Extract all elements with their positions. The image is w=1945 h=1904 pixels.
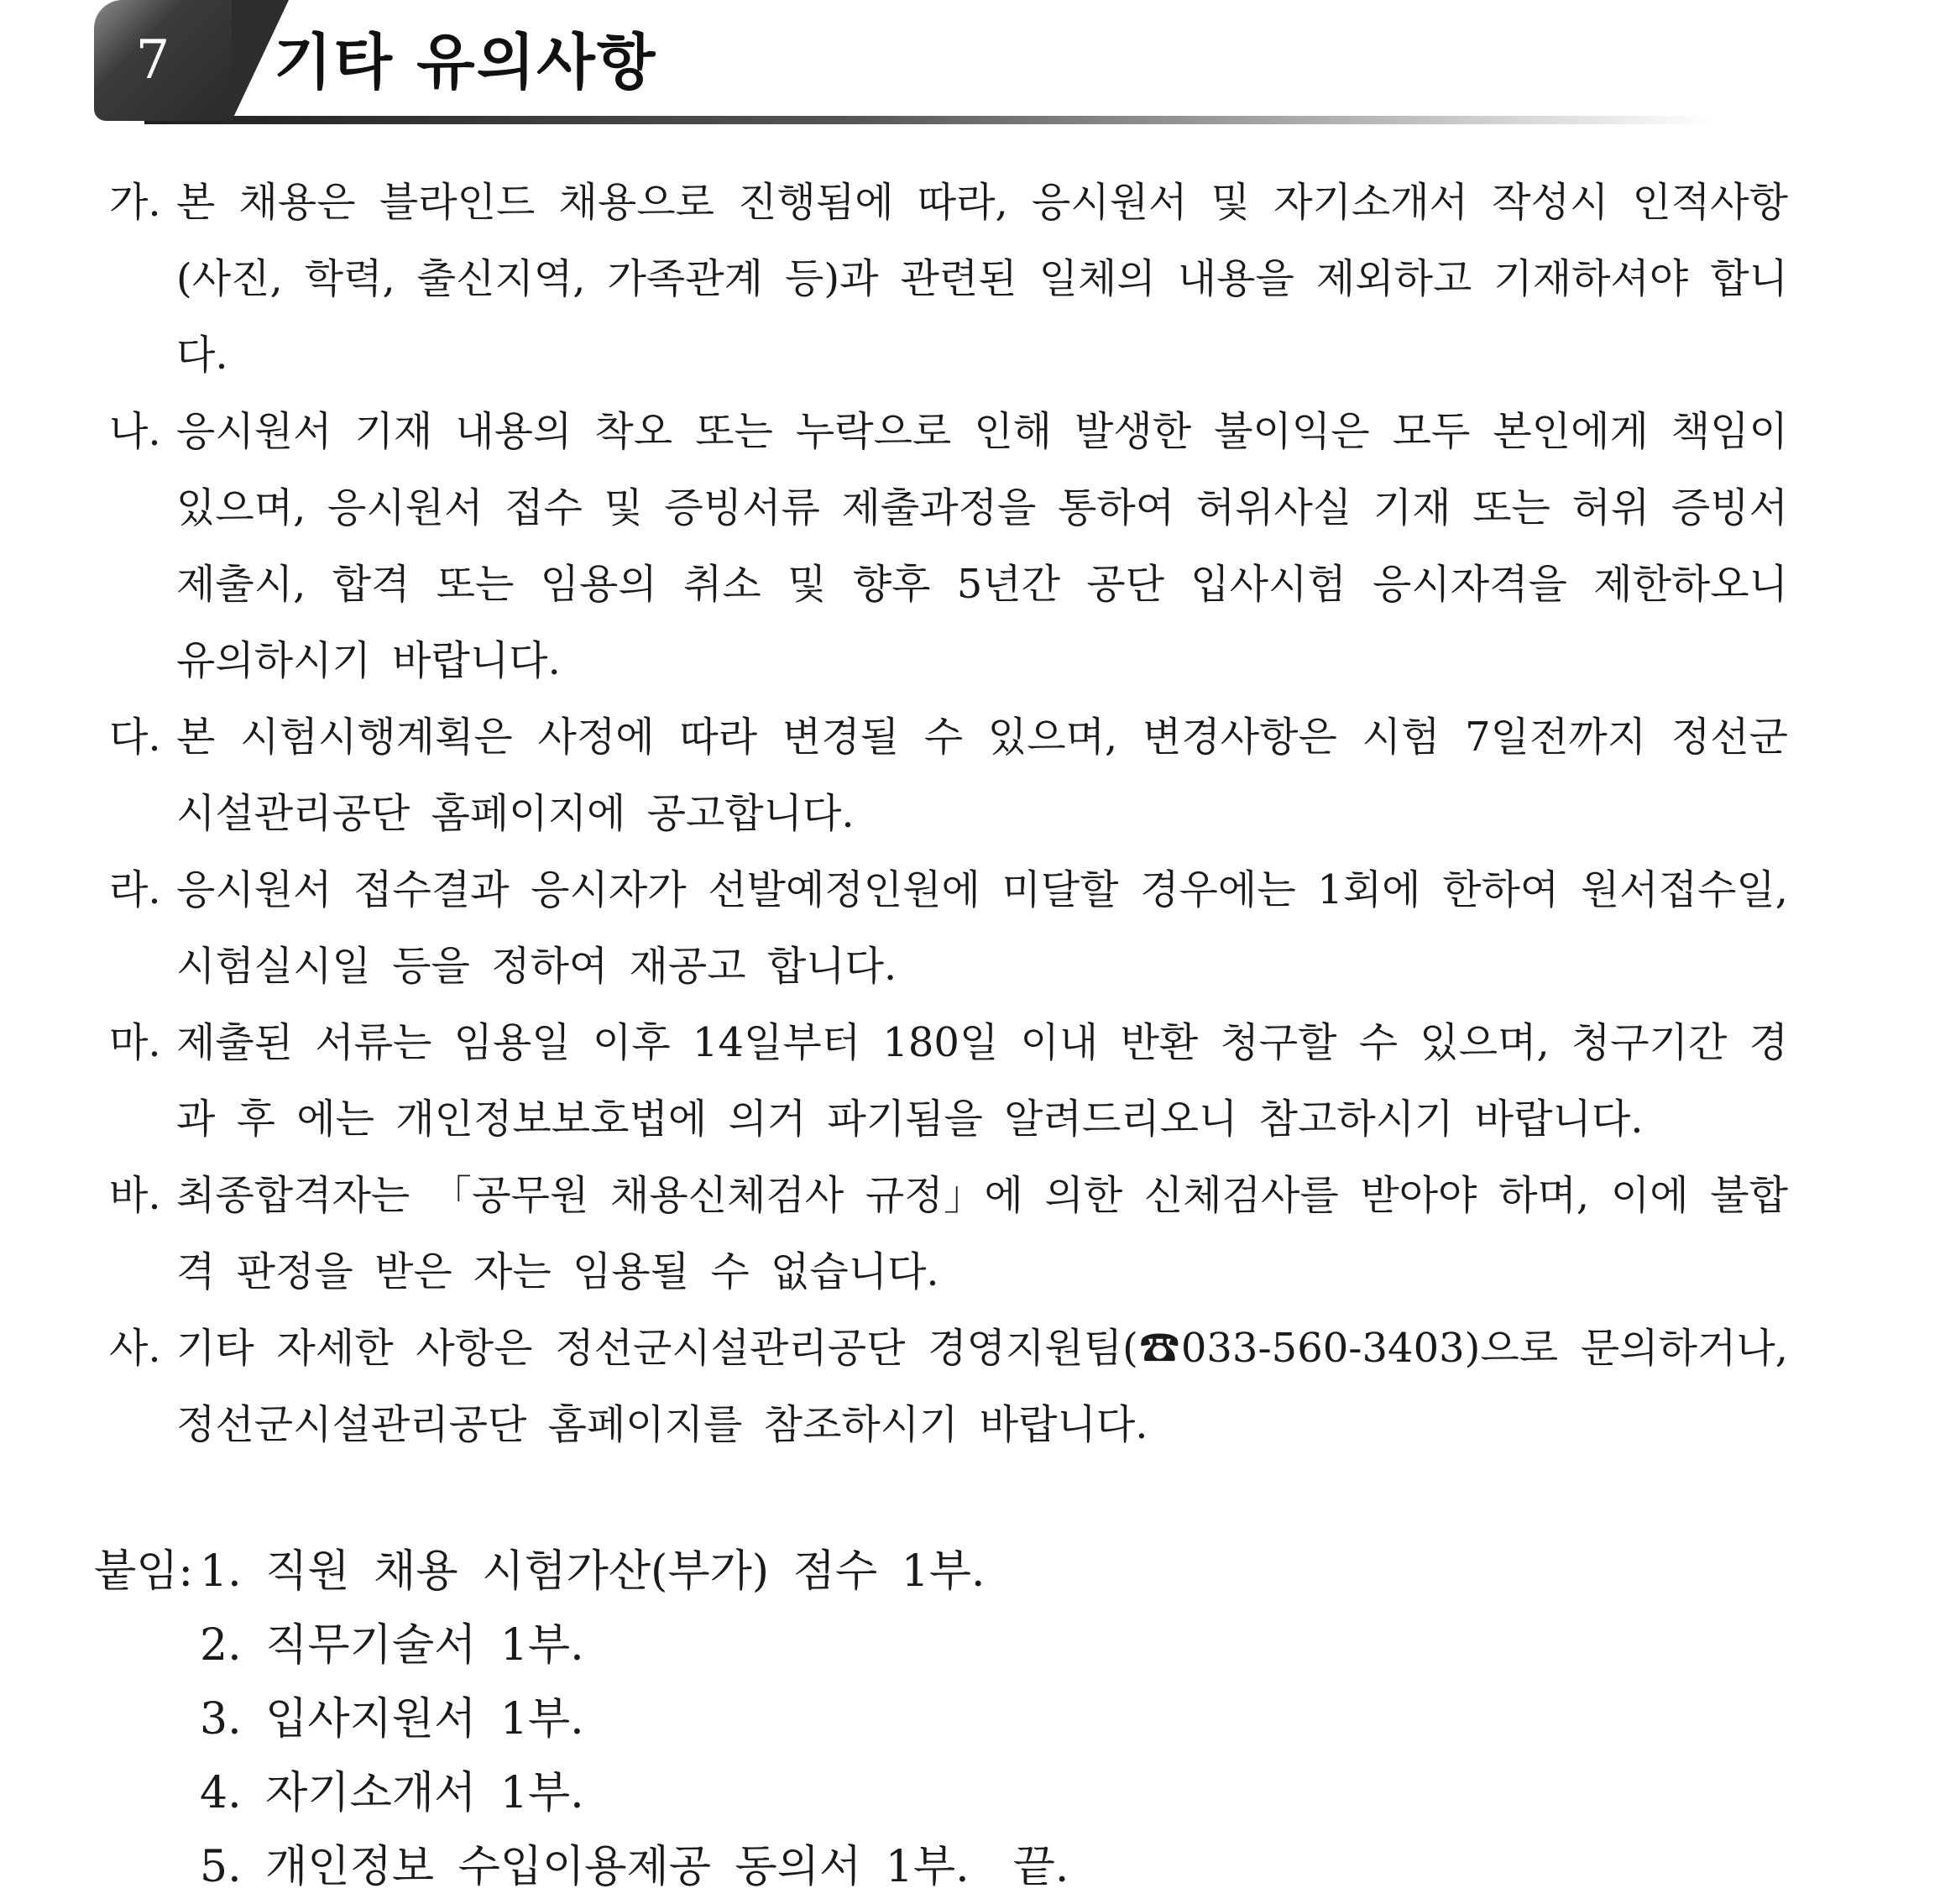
notice-text: 본 시험시행계획은 사정에 따라 변경될 수 있으며, 변경사항은 시험 7일전까지 정선군시설관리공단 홈페이지에 공고합니다. xyxy=(176,714,1788,837)
notice-text: 본 채용은 블라인드 채용으로 진행됨에 따라, 응시원서 및 자기소개서 작성시 인적사항(사진, 학력, 출신지역, 가족관계 등)과 관련된 일체의 내용을 제외하고 기재하셔야 합니다. xyxy=(176,179,1788,379)
notice-marker: 바. xyxy=(109,1172,161,1219)
attachments-list xyxy=(200,1535,1543,1904)
notice-list xyxy=(109,165,1788,1463)
attachments-label: 붙임: xyxy=(94,1546,193,1597)
attachment-item: 3. 입사지원서 1부. xyxy=(200,1694,584,1744)
notice-item xyxy=(109,1005,1788,1158)
notice-text: 제출된 서류는 임용일 이후 14일부터 180일 이내 반환 청구할 수 있으며, 청구기간 경과 후 에는 개인정보보호법에 의거 파기됨을 알려드리오니 참고하시기 바랍니다. xyxy=(176,1019,1788,1143)
notice-item xyxy=(109,1310,1788,1463)
notice-item xyxy=(109,1158,1788,1310)
notice-marker: 라. xyxy=(109,866,161,913)
notice-item xyxy=(109,699,1788,852)
section-number: 7 xyxy=(135,29,170,92)
attachment-item: 4. 자기소개서 1부. xyxy=(200,1768,584,1818)
notice-item xyxy=(109,394,1788,699)
notice-marker: 나. xyxy=(109,408,161,455)
attachment-item: 5. 개인정보 수입이용제공 동의서 1부. 끝. xyxy=(200,1842,1069,1892)
section-header xyxy=(94,0,1706,124)
notice-item xyxy=(109,165,1788,394)
attachment-item: 1. 직원 채용 시험가산(부가) 점수 1부. xyxy=(200,1546,986,1597)
notice-marker: 사. xyxy=(109,1325,161,1372)
section-title: 기타 유의사항 xyxy=(274,27,657,97)
notice-text: 응시원서 접수결과 응시자가 선발예정인원에 미달할 경우에는 1회에 한하여 원서접수일, 시험실시일 등을 정하여 재공고 합니다. xyxy=(176,866,1788,990)
notice-text: 최종합격자는 「공무원 채용신체검사 규정」에 의한 신체검사를 받아야 하며, 이에 불합격 판정을 받은 자는 임용될 수 없습니다. xyxy=(176,1172,1788,1295)
attachment-item: 2. 직무기술서 1부. xyxy=(200,1620,584,1671)
notice-text: 응시원서 기재 내용의 착오 또는 누락으로 인해 발생한 불이익은 모두 본인에게 책임이 있으며, 응시원서 접수 및 증빙서류 제출과정을 통하여 허위사실 기재 또는 허위 증빙서 제출시, 합격 또는 임용의 취소 및 향후 5년간 공단 입사시험 응시자격을 제한하오니 유의하시기 바랍니다. xyxy=(176,408,1788,684)
notice-marker: 다. xyxy=(109,714,161,761)
notice-marker: 마. xyxy=(109,1019,161,1066)
header-rule xyxy=(144,116,1714,124)
notice-text: 기타 자세한 사항은 정선군시설관리공단 경영지원팀(☎033-560-3403)으로 문의하거나, 정선군시설관리공단 홈페이지를 참조하시기 바랍니다. xyxy=(176,1325,1788,1448)
notice-marker: 가. xyxy=(109,179,161,226)
notice-item xyxy=(109,852,1788,1005)
